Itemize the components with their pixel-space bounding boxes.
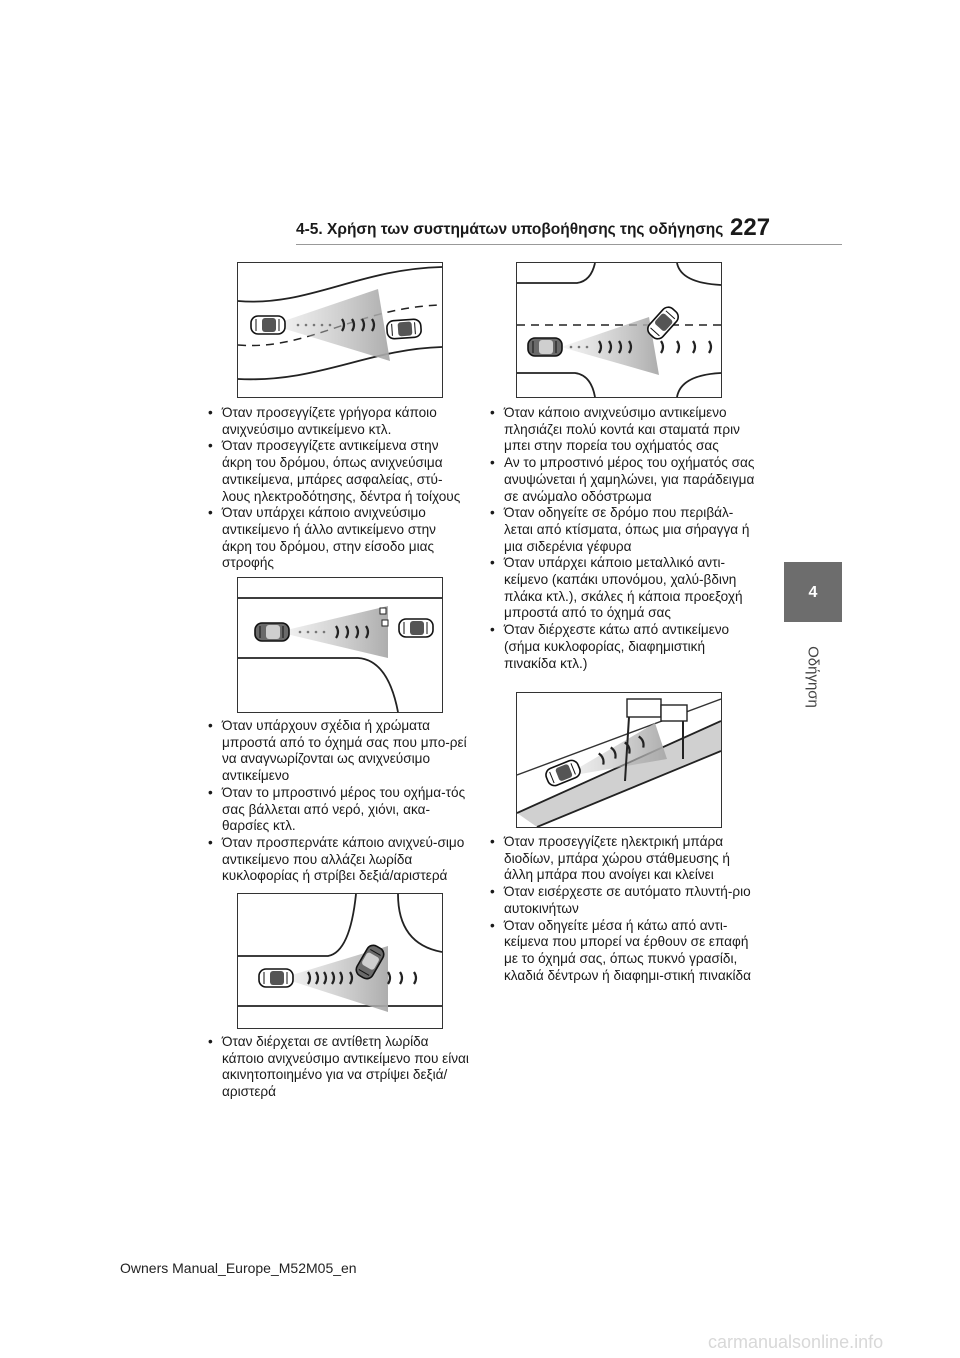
list-item: • Όταν υπάρχουν σχέδια ή χρώματα μπροστά από το όχημά σας που μπο-ρεί να αναγνωρίζονται ως ανιχνεύσιμο αντικείμενο [208,718,470,785]
right-bullet-list-2 [490,834,760,984]
left-bullet-list-3 [208,1034,470,1101]
list-item: • Όταν προσεγγίζετε γρήγορα κάποιο ανιχνεύσιμο αντικείμενο κτλ. [208,405,463,438]
figure-curved-road [237,262,443,398]
list-item: • Όταν οδηγείτε μέσα ή κάτω από αντι-κείμενα που μπορεί να έρθουν σε επαφή με το όχημά σας, όπως πυκνό γρασίδι, κλαδιά δέντρων ή διαφημι-στική πινακίδα [490,918,760,985]
list-item: • Όταν διέρχεται σε αντίθετη λωρίδα κάποιο ανιχνεύσιμο αντικείμενο που είναι ακινητοποιημένο για να στρίψει δεξιά/αριστερά [208,1034,470,1101]
left-bullet-list-1 [208,405,463,572]
list-item: • Όταν υπάρχει κάποιο μεταλλικό αντι-κείμενο (καπάκι υπονόμου, χαλύ-βδινη πλάκα κτλ.), σκάλες ή κάποια προεξοχή μπροστά από το όχημά σας [490,555,760,622]
figure-oncoming-turn [237,893,443,1029]
figure-overhead-sign [516,692,722,828]
section-title: 4-5. Χρήση των συστημάτων υποβοήθησης της οδήγησης [296,221,724,238]
chapter-label [800,632,826,722]
list-item: • Όταν προσπερνάτε κάποιο ανιχνεύ-σιμο αντικείμενο που αλλάζει λωρίδα κυκλοφορίας ή στρίβει δεξιά/αριστερά [208,835,470,885]
list-item: • Όταν το μπροστινό μέρος του οχήμα-τός σας βάλλεται από νερό, χιόνι, ακα-θαρσίες κτλ. [208,785,470,835]
header-divider [296,244,842,245]
list-item: • Όταν κάποιο ανιχνεύσιμο αντικείμενο πλησιάζει πολύ κοντά και σταματά πριν μπει στην πορεία του οχήματός σας [490,405,760,455]
page-number: 227 [730,214,771,241]
left-bullet-list-2 [208,718,470,885]
watermark: carmanualsonline.info [708,1332,884,1352]
chapter-number: 4 [808,584,818,601]
chapter-label-text: Οδήγηση [804,646,822,708]
list-item: • Όταν εισέρχεστε σε αυτόματο πλυντή-ριο αυτοκινήτων [490,884,760,917]
list-item: • Όταν προσεγγίζετε ηλεκτρική μπάρα διοδίων, μπάρα χώρου στάθμευσης ή άλλη μπάρα που ανοίγει και κλείνει [490,834,760,884]
chapter-tab[interactable] [784,562,842,622]
footer-manual-id: Owners Manual_Europe_M52M05_en [120,1260,357,1276]
right-bullet-list-1 [490,405,760,672]
figure-road-curve-objects [237,577,443,713]
list-item: • Όταν οδηγείτε σε δρόμο που περιβάλ-λεται από κτίσματα, όπως μια σήραγγα ή μια σιδερένια γέφυρα [490,505,760,555]
list-item: • Αν το μπροστινό μέρος του οχήματός σας ανυψώνεται ή χαμηλώνει, για παράδειγμα σε ανώμαλο οδόστρωμα [490,455,760,505]
list-item: • Όταν διέρχεστε κάτω από αντικείμενο (σήμα κυκλοφορίας, διαφημιστική πινακίδα κτλ.) [490,622,760,672]
list-item: • Όταν προσεγγίζετε αντικείμενα στην άκρη του δρόμου, όπως ανιχνεύσιμα αντικείμενα, μπάρες ασφαλείας, στύ-λους ηλεκτροδότησης, δέντρα ή τοίχους [208,438,463,505]
figure-intersection [516,262,722,398]
list-item: • Όταν υπάρχει κάποιο ανιχνεύσιμο αντικείμενο ή άλλο αντικείμενο στην άκρη του δρόμου, στην είσοδο μιας στροφής [208,505,463,572]
